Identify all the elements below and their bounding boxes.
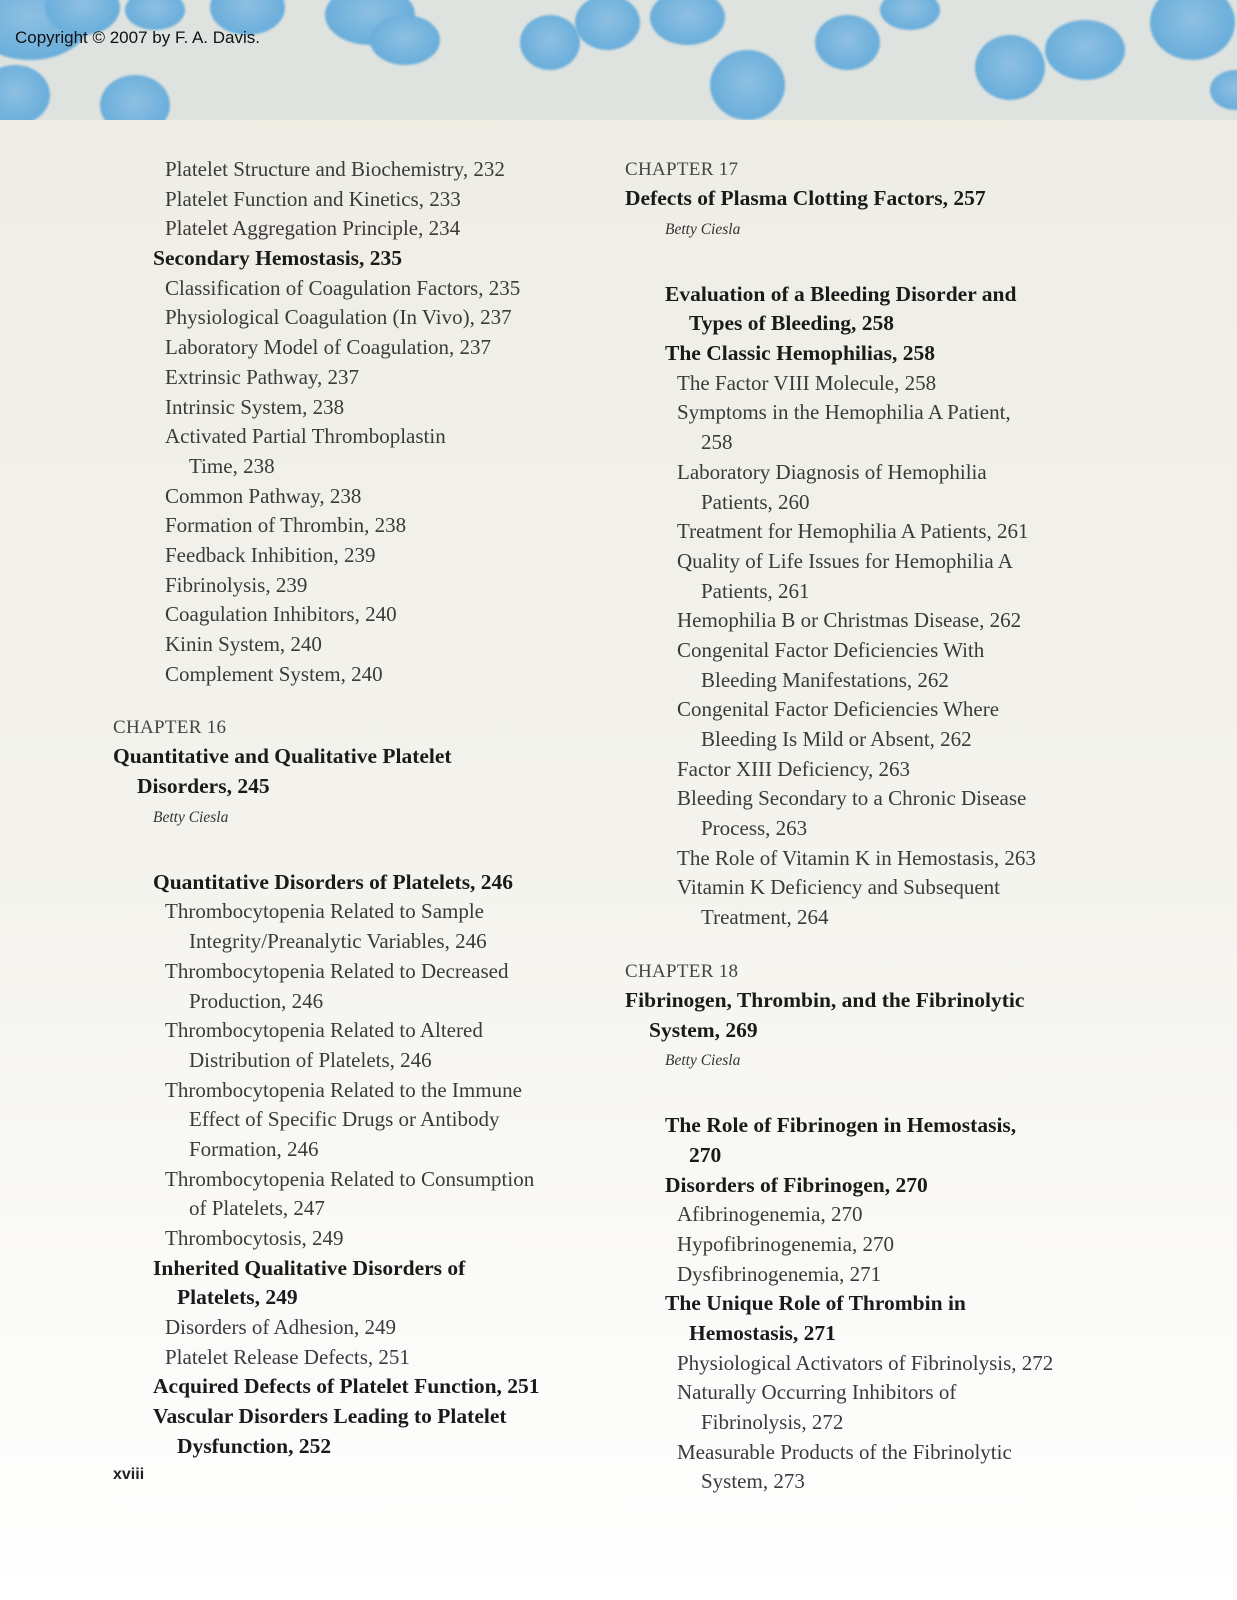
entry-text-line: Kinin System, 240: [165, 632, 322, 656]
blood-cell-image: [880, 0, 940, 30]
entry-text-line: Production, 246: [189, 988, 324, 1013]
toc-subsection-entry: [113, 482, 603, 512]
toc-subsection-entry: [113, 333, 603, 363]
entry-text-line: Disorders of Adhesion, 249: [165, 1315, 396, 1340]
entry-text-line: Patients, 261: [701, 578, 810, 603]
chapter-author: [625, 1045, 1125, 1111]
entry-text-line: 270: [689, 1142, 722, 1167]
blood-cell-image: [650, 0, 725, 45]
toc-subsection-entry: [113, 541, 603, 571]
entry-text-line: CHAPTER 18: [625, 960, 739, 982]
entry-text-line: Hemophilia B or Christmas Disease, 262: [677, 608, 1022, 633]
toc-subsection-entry: [113, 957, 603, 1016]
toc-subsection-entry: [113, 1165, 603, 1224]
entry-text-line: Inherited Qualitative Disorders of: [153, 1255, 466, 1280]
toc-section-entry: [625, 1289, 1125, 1348]
toc-subsection-entry: [113, 571, 603, 601]
entry-text-line: Congenital Factor Deficiencies With: [677, 637, 985, 662]
toc-subsection-entry: [113, 660, 603, 690]
toc-subsection-entry: [113, 600, 603, 630]
header-banner: [0, 0, 1237, 120]
entry-text-line: Betty Ciesla: [665, 1052, 741, 1070]
entry-text-line: Classification of Coagulation Factors, 235: [165, 275, 521, 300]
toc-subsection-entry: [113, 1343, 603, 1373]
entry-text-line: Vitamin K Deficiency and Subsequent: [677, 875, 1000, 900]
entry-text-line: Quantitative Disorders of Platelets, 246: [153, 869, 514, 894]
entry-text-line: The Unique Role of Thrombin in: [665, 1291, 966, 1316]
entry-text-line: System, 269: [649, 1017, 758, 1042]
entry-text-line: Fibrinogen, Thrombin, and the Fibrinolytic: [625, 987, 1025, 1012]
chapter-title: [113, 742, 603, 801]
entry-text-line: Platelet Function and Kinetics, 233: [165, 186, 461, 211]
entry-text-line: Bleeding Is Mild or Absent, 262: [701, 727, 972, 751]
toc-section-entry: [625, 1111, 1125, 1170]
entry-text-line: CHAPTER 17: [625, 159, 739, 180]
toc-subsection-entry: [625, 844, 1125, 874]
entry-text-line: Dysfunction, 252: [177, 1433, 332, 1458]
toc-column-right: [625, 155, 1125, 1497]
entry-text-line: Feedback Inhibition, 239: [165, 542, 376, 567]
entry-text-line: Factor XIII Deficiency, 263: [677, 756, 911, 781]
toc-subsection-entry: [113, 897, 603, 956]
toc-subsection-entry: [625, 1349, 1125, 1379]
entry-text-line: Platelet Aggregation Principle, 234: [165, 216, 461, 241]
entry-text-line: Process, 263: [701, 816, 808, 841]
entry-text-line: Platelets, 249: [177, 1285, 298, 1310]
toc-subsection-entry: [113, 303, 603, 333]
chapter-label: [625, 155, 1125, 184]
chapter-label: [625, 957, 1125, 986]
toc-subsection-entry: [625, 1378, 1125, 1437]
entry-text-line: Treatment for Hemophilia A Patients, 261: [677, 519, 1029, 544]
toc-subsection-entry: [625, 458, 1125, 517]
entry-text-line: Treatment, 264: [701, 905, 829, 930]
entry-text-line: Intrinsic System, 238: [165, 394, 345, 419]
entry-text-line: Dysfibrinogenemia, 271: [677, 1261, 882, 1286]
toc-subsection-entry: [113, 214, 603, 244]
toc-subsection-entry: [113, 1224, 603, 1254]
toc-section-entry: [113, 244, 603, 274]
entry-text-line: Common Pathway, 238: [165, 483, 362, 508]
blood-cell-image: [1150, 0, 1235, 60]
entry-text-line: Physiological Coagulation (In Vivo), 237: [165, 305, 512, 330]
entry-text-line: Bleeding Manifestations, 262: [701, 667, 949, 692]
blood-cell-image: [1210, 70, 1237, 110]
toc-section-entry: [113, 1402, 603, 1461]
entry-text-line: CHAPTER 16: [113, 717, 227, 739]
blood-cell-image: [100, 75, 170, 120]
entry-text-line: Laboratory Diagnosis of Hemophilia: [677, 459, 987, 484]
entry-text-line: Platelet Structure and Biochemistry, 232: [165, 157, 505, 181]
blood-cell-image: [125, 0, 185, 30]
page-number: xviii: [113, 1466, 145, 1483]
entry-text-line: The Factor VIII Molecule, 258: [677, 370, 937, 395]
entry-text-line: 258: [701, 430, 733, 455]
entry-text-line: Effect of Specific Drugs or Antibody: [189, 1107, 500, 1132]
toc-subsection-entry: [113, 363, 603, 393]
entry-text-line: Thrombocytopenia Related to Decreased: [165, 958, 509, 983]
blood-cell-image: [575, 0, 640, 50]
entry-text-line: Integrity/Preanalytic Variables, 246: [189, 929, 487, 954]
toc-subsection-entry: [625, 369, 1125, 399]
entry-text-line: Vascular Disorders Leading to Platelet: [153, 1404, 507, 1429]
toc-subsection-entry: [625, 606, 1125, 636]
entry-text-line: Betty Ciesla: [665, 220, 741, 238]
entry-text-line: Congenital Factor Deficiencies Where: [677, 697, 1000, 722]
blood-cell-image: [710, 50, 785, 120]
blood-cell-image: [975, 35, 1045, 100]
entry-text-line: Acquired Defects of Platelet Function, 251: [153, 1374, 540, 1399]
entry-text-line: Naturally Occurring Inhibitors of: [677, 1380, 957, 1405]
toc-subsection-entry: [113, 185, 603, 215]
blood-cell-image: [520, 15, 580, 70]
entry-text-line: Disorders, 245: [137, 774, 270, 799]
entry-text-line: Physiological Activators of Fibrinolysis, 272: [677, 1350, 1054, 1375]
toc-subsection-entry: [625, 1260, 1125, 1290]
chapter-title: [625, 184, 1125, 214]
toc-subsection-entry: [113, 274, 603, 304]
entry-text-line: Platelet Release Defects, 251: [165, 1344, 410, 1369]
entry-text-line: Laboratory Model of Coagulation, 237: [165, 335, 492, 360]
entry-text-line: System, 273: [701, 1469, 805, 1494]
entry-text-line: Disorders of Fibrinogen, 270: [665, 1172, 928, 1197]
entry-text-line: Evaluation of a Bleeding Disorder and: [665, 281, 1017, 306]
toc-section-entry: [113, 868, 603, 898]
entry-text-line: Hemostasis, 271: [689, 1321, 836, 1345]
toc-subsection-entry: [625, 873, 1125, 932]
entry-text-line: Fibrinolysis, 239: [165, 572, 308, 597]
toc-section-entry: [113, 1254, 603, 1313]
toc-subsection-entry: [625, 517, 1125, 547]
toc-subsection-entry: [625, 755, 1125, 785]
entry-text-line: Activated Partial Thromboplastin: [165, 424, 446, 449]
blood-cell-image: [815, 15, 880, 70]
entry-text-line: Extrinsic Pathway, 237: [165, 364, 360, 389]
entry-text-line: Formation of Thrombin, 238: [165, 513, 407, 538]
toc-section-entry: [625, 339, 1125, 369]
entry-text-line: Bleeding Secondary to a Chronic Disease: [677, 786, 1027, 811]
entry-text-line: Complement System, 240: [165, 661, 383, 686]
toc-section-entry: [625, 280, 1125, 339]
toc-subsection-entry: [113, 1313, 603, 1343]
entry-text-line: Thrombocytopenia Related to Sample: [165, 899, 484, 924]
toc-subsection-entry: [113, 630, 603, 660]
entry-text-line: Measurable Products of the Fibrinolytic: [677, 1439, 1012, 1464]
entry-text-line: Patients, 260: [701, 489, 810, 514]
copyright-notice: Copyright © 2007 by F. A. Davis.: [15, 28, 260, 47]
entry-text-line: Thrombocytosis, 249: [165, 1226, 344, 1250]
toc-subsection-entry: [113, 1076, 603, 1165]
toc-subsection-entry: [625, 398, 1125, 457]
toc-subsection-entry: [625, 1438, 1125, 1497]
toc-subsection-entry: [113, 511, 603, 541]
blood-cell-image: [0, 65, 50, 120]
entry-text-line: Symptoms in the Hemophilia A Patient,: [677, 400, 1011, 425]
chapter-author: [625, 214, 1125, 280]
entry-text-line: Betty Ciesla: [153, 808, 229, 826]
toc-subsection-entry: [625, 1200, 1125, 1230]
toc-subsection-entry: [625, 784, 1125, 843]
blood-cell-image: [370, 15, 440, 65]
entry-text-line: Afibrinogenemia, 270: [677, 1202, 863, 1227]
entry-text-line: Thrombocytopenia Related to Consumption: [165, 1166, 535, 1191]
toc-subsection-entry: [113, 393, 603, 423]
entry-text-line: The Role of Fibrinogen in Hemostasis,: [665, 1113, 1017, 1138]
entry-text-line: Hypofibrinogenemia, 270: [677, 1231, 894, 1256]
entry-text-line: Thrombocytopenia Related to the Immune: [165, 1077, 522, 1102]
entry-text-line: Types of Bleeding, 258: [689, 311, 895, 336]
entry-text-line: Thrombocytopenia Related to Altered: [165, 1018, 483, 1043]
chapter-author: [113, 802, 603, 868]
chapter-label: [113, 713, 603, 742]
entry-text-line: The Classic Hemophilias, 258: [665, 341, 935, 366]
blood-cell-image: [1045, 20, 1125, 80]
entry-text-line: Distribution of Platelets, 246: [189, 1047, 432, 1072]
entry-text-line: The Role of Vitamin K in Hemostasis, 263: [677, 845, 1036, 870]
toc-subsection-entry: [625, 547, 1125, 606]
entry-text-line: Secondary Hemostasis, 235: [153, 246, 403, 271]
entry-text-line: Defects of Plasma Clotting Factors, 257: [625, 186, 986, 210]
toc-subsection-entry: [113, 422, 603, 481]
entry-text-line: Fibrinolysis, 272: [701, 1410, 844, 1435]
entry-text-line: Formation, 246: [189, 1136, 319, 1161]
chapter-title: [625, 986, 1125, 1045]
toc-section-entry: [113, 1372, 603, 1402]
toc-section-entry: [625, 1171, 1125, 1201]
toc-column-left: [113, 155, 603, 1462]
toc-subsection-entry: [625, 1230, 1125, 1260]
entry-text-line: Time, 238: [189, 453, 275, 478]
toc-subsection-entry: [625, 636, 1125, 695]
toc-subsection-entry: [113, 155, 603, 185]
entry-text-line: Coagulation Inhibitors, 240: [165, 602, 397, 627]
entry-text-line: Quantitative and Qualitative Platelet: [113, 744, 452, 769]
toc-subsection-entry: [113, 1016, 603, 1075]
entry-text-line: of Platelets, 247: [189, 1196, 325, 1221]
toc-subsection-entry: [625, 695, 1125, 754]
entry-text-line: Quality of Life Issues for Hemophilia A: [677, 548, 1013, 573]
